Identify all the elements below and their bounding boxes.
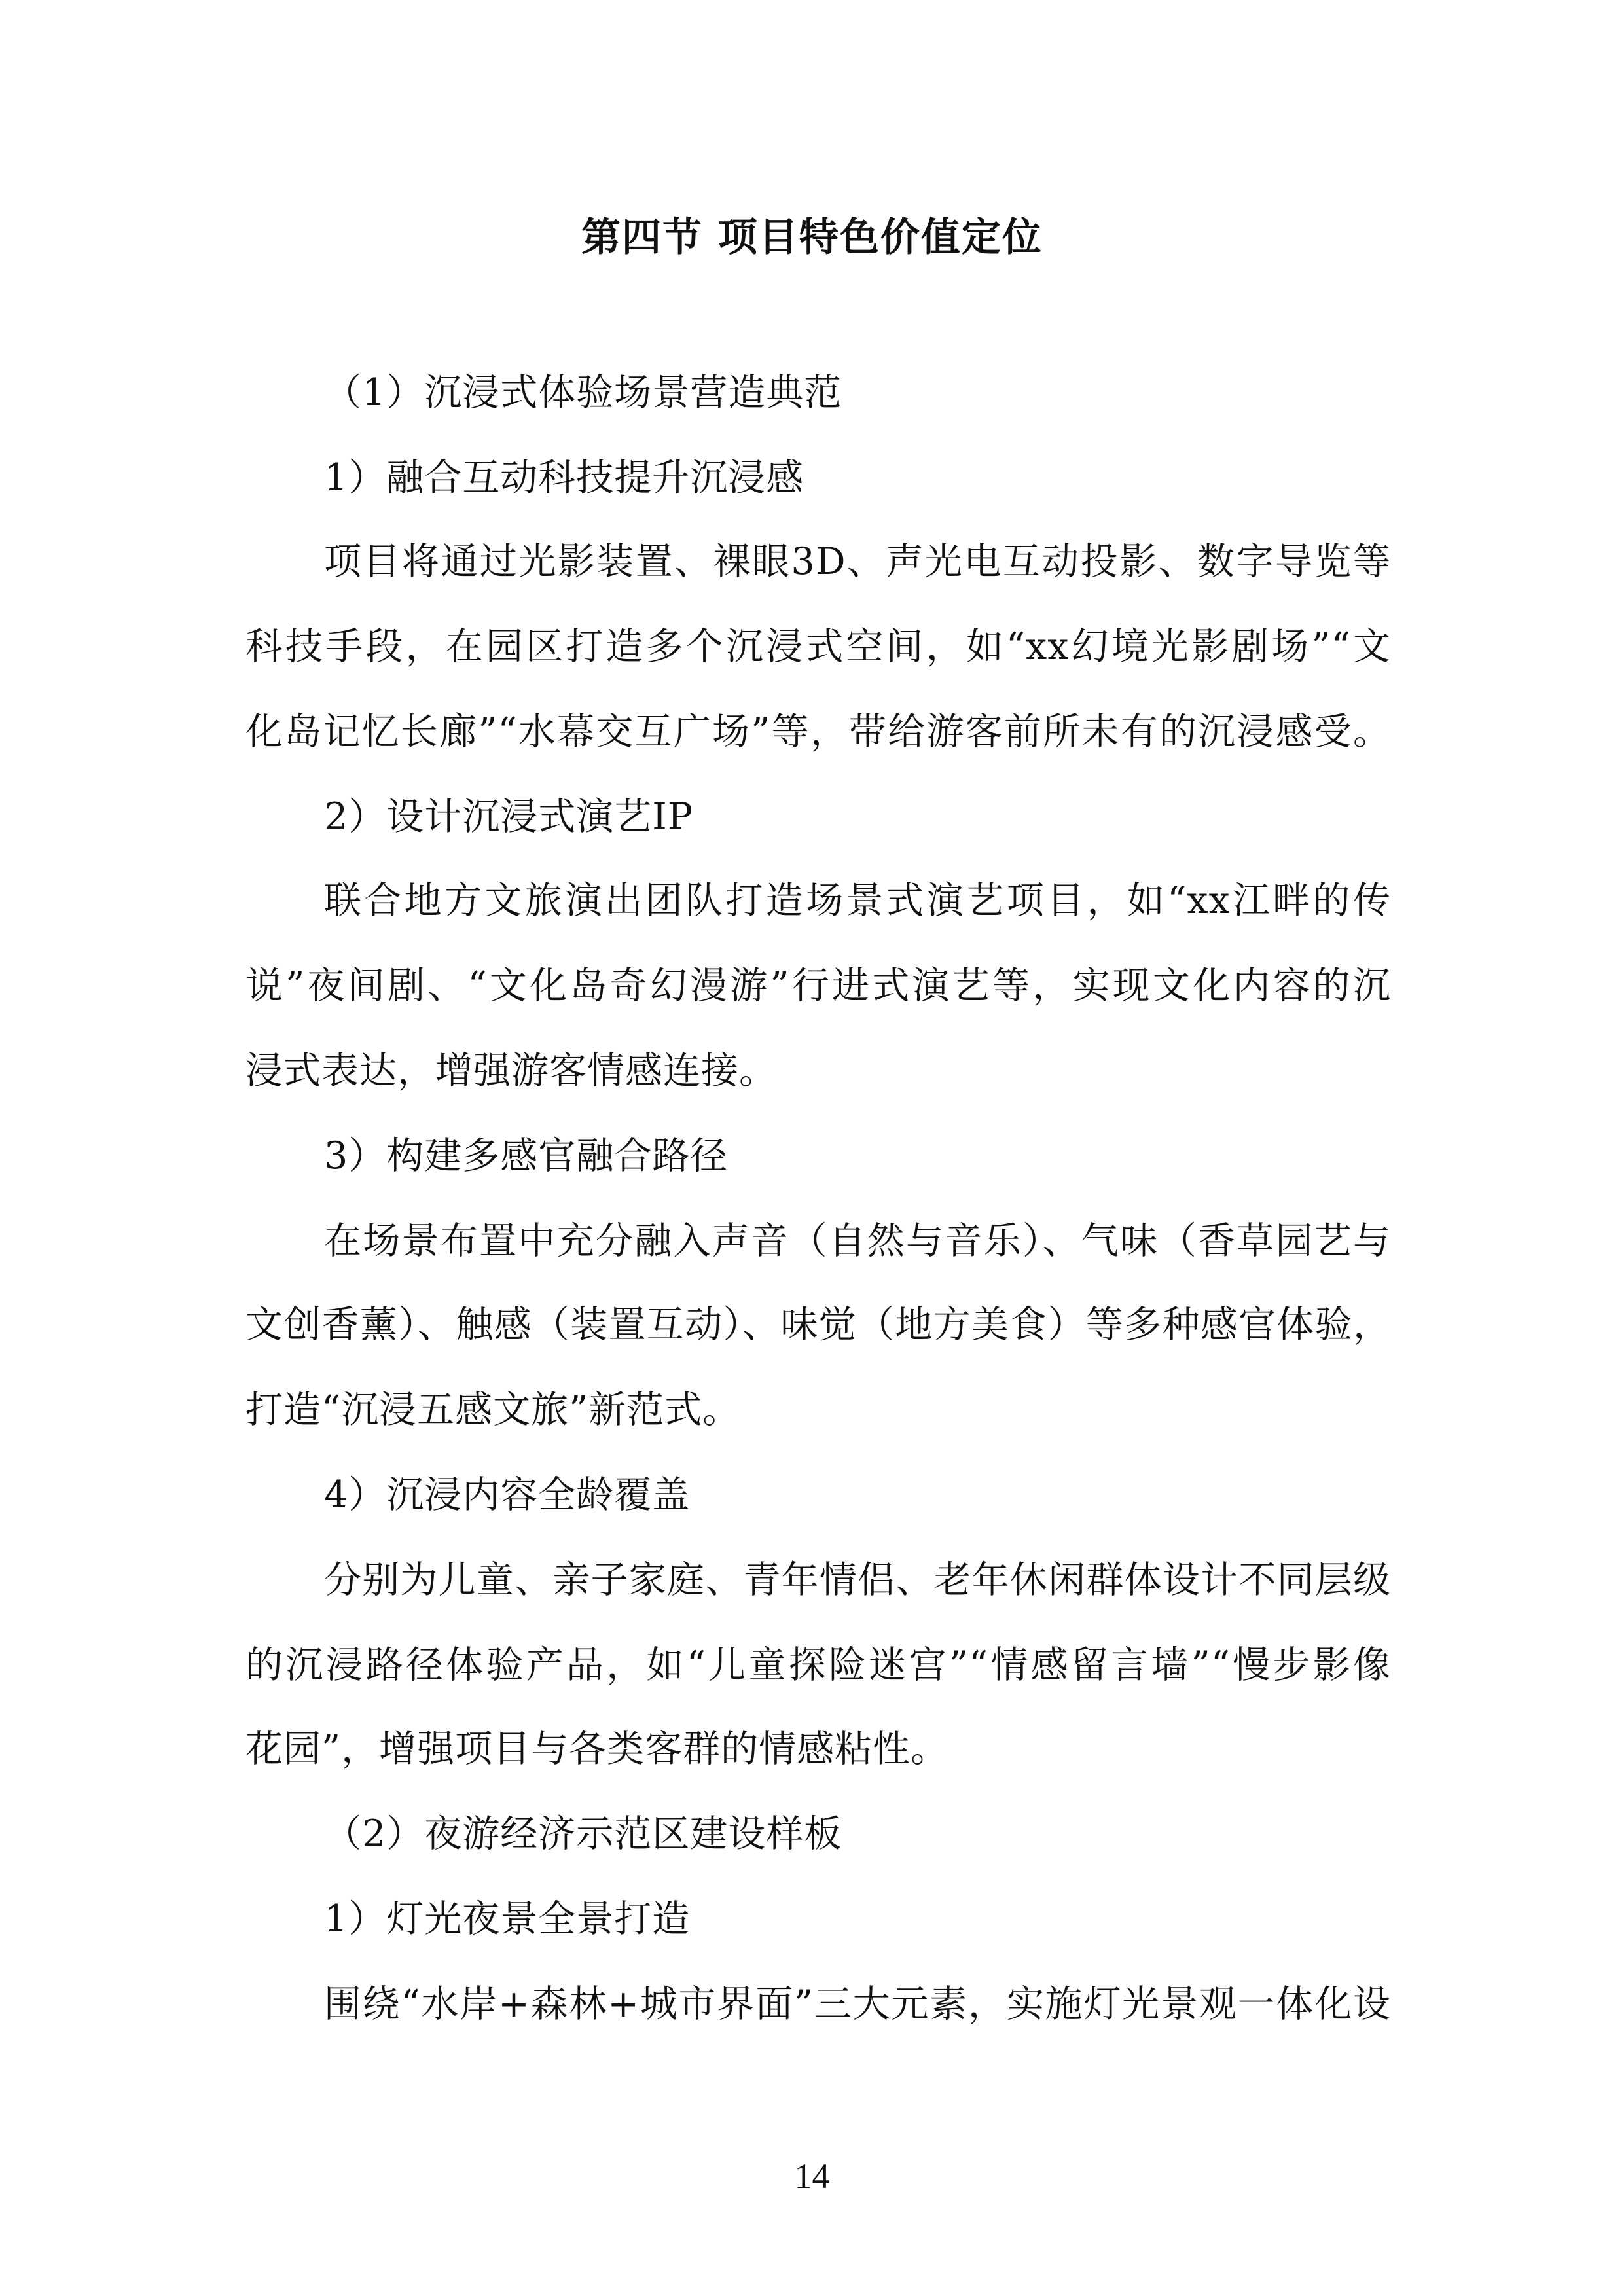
paragraph-line: 项目将通过光影装置、裸眼3D、声光电互动投影、数字导览等	[324, 540, 1391, 583]
paragraph-line: 分别为儿童、亲子家庭、青年情侣、老年休闲群体设计不同层级	[324, 1558, 1391, 1602]
subheading-multisensory: 3）构建多感官融合路径	[324, 1134, 729, 1177]
subheading-performance-ip: 2）设计沉浸式演艺IP	[324, 795, 694, 838]
paragraph-line: 花园”，增强项目与各类客群的情感粘性。	[245, 1727, 949, 1770]
paragraph-line: 说”夜间剧、“文化岛奇幻漫游”行进式演艺等，实现文化内容的沉	[245, 964, 1391, 1007]
paragraph-line: 的沉浸路径体验产品，如“儿童探险迷宫”“情感留言墙”“慢步影像	[245, 1643, 1391, 1687]
page-number: 14	[794, 2157, 830, 2196]
section-title: 第四节 项目特色价值定位	[581, 215, 1043, 260]
paragraph-line: 围绕“水岸+森林+城市界面”三大元素，实施灯光景观一体化设	[324, 1982, 1391, 2026]
paragraph-line: 打造“沉浸五感文旅”新范式。	[245, 1388, 741, 1431]
paragraph-line: 文创香薰）、触感（装置互动）、味觉（地方美食）等多种感官体验，	[245, 1303, 1391, 1346]
subheading-all-ages: 4）沉浸内容全龄覆盖	[324, 1473, 691, 1516]
paragraph-line: 浸式表达，增强游客情感连接。	[245, 1049, 777, 1092]
paragraph-line: 联合地方文旅演出团队打造场景式演艺项目，如“xx江畔的传	[324, 879, 1391, 922]
subheading-night-economy: （2）夜游经济示范区建设样板	[324, 1812, 842, 1856]
paragraph-line: 在场景布置中充分融入声音（自然与音乐）、气味（香草园艺与	[324, 1219, 1391, 1263]
subheading-interactive-tech: 1）融合互动科技提升沉浸感	[324, 456, 804, 499]
subheading-immersive-experience: （1）沉浸式体验场景营造典范	[324, 371, 842, 414]
paragraph-line: 化岛记忆长廊”“水幕交互广场”等，带给游客前所未有的沉浸感受。	[245, 710, 1391, 753]
paragraph-line: 科技手段，在园区打造多个沉浸式空间，如“xx幻境光影剧场”“文	[245, 625, 1391, 668]
subheading-lighting: 1）灯光夜景全景打造	[324, 1897, 691, 1941]
